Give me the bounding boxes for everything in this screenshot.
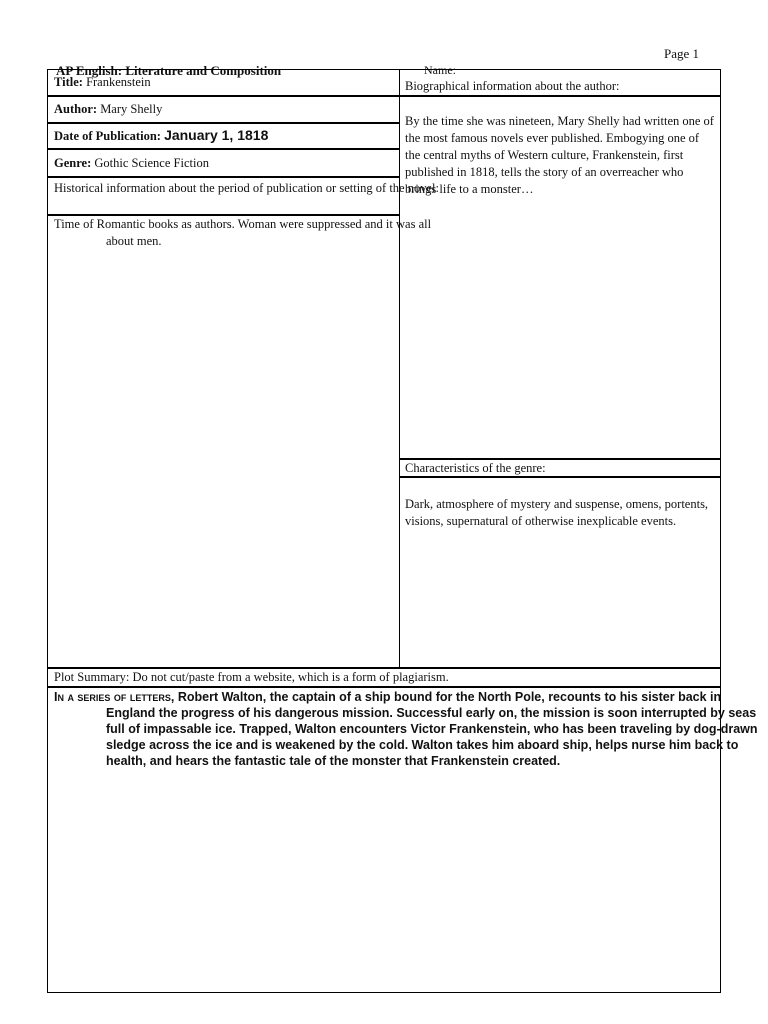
row-divider — [48, 176, 399, 178]
genre-field — [54, 155, 394, 172]
title-label: Title: — [54, 75, 83, 89]
historical-value: Time of Romantic books as authors. Woman were suppressed and it was all about men. — [54, 217, 432, 248]
characteristics-label: Characteristics of the genre: — [405, 461, 546, 475]
plot-text: Robert Walton, the captain of a ship bound for the North Pole, recounts to his sister back in England the progress of his dangerous mission. Successful early on, the mission is soon interrupted by seas full of impassable ice. Trapped, Walton encounters Victor Frankenstein, who has been traveling by dog-drawn sledge across the ice and is weakened by the cold. Walton takes him aboard ship, helps nurse him back to health, and hears the fantastic tale of the monster that Frankenstein created. — [106, 690, 758, 768]
column-divider — [399, 70, 400, 668]
bio-value: By the time she was nineteen, Mary Shelly had written one of the most famous novels ever published. Embogying one of the central myths of Western culture, Frankenstein, first published in 1818, tells the story of an overreacher who brings life to a monster… — [405, 114, 714, 196]
bio-label: Biographical information about the author: — [405, 79, 620, 93]
row-divider — [48, 148, 399, 150]
characteristics-value: Dark, atmosphere of mystery and suspense, omens, portents, visions, supernatural of otherwise inexplicable events. — [405, 497, 709, 528]
author-field — [54, 101, 394, 118]
name-label: Name: — [424, 63, 456, 77]
date-field — [54, 127, 394, 145]
author-label: Author: — [54, 102, 98, 116]
title-field — [54, 74, 394, 91]
course-title: AP English: Literature and Composition — [56, 63, 282, 78]
plot-label: Plot Summary: Do not cut/paste from a website, which is a form of plagiarism. — [54, 670, 449, 684]
date-label: Date of Publication: — [54, 129, 161, 143]
worksheet-frame — [47, 69, 758, 993]
genre-value: Gothic Science Fiction — [94, 156, 209, 170]
title-value: Frankenstein — [86, 75, 151, 89]
row-divider — [48, 95, 399, 97]
plot-lead: In a series of letters, — [54, 690, 175, 704]
author-value: Mary Shelly — [100, 102, 163, 116]
historical-label: Historical information about the period of publication or setting of the novel: — [54, 181, 439, 195]
row-divider — [48, 686, 721, 688]
plot-summary — [54, 689, 768, 769]
row-divider — [399, 95, 721, 97]
page-number: Page 1 — [664, 46, 700, 61]
row-divider — [48, 122, 399, 124]
date-value: January 1, 1818 — [164, 127, 269, 143]
genre-label: Genre: — [54, 156, 92, 170]
